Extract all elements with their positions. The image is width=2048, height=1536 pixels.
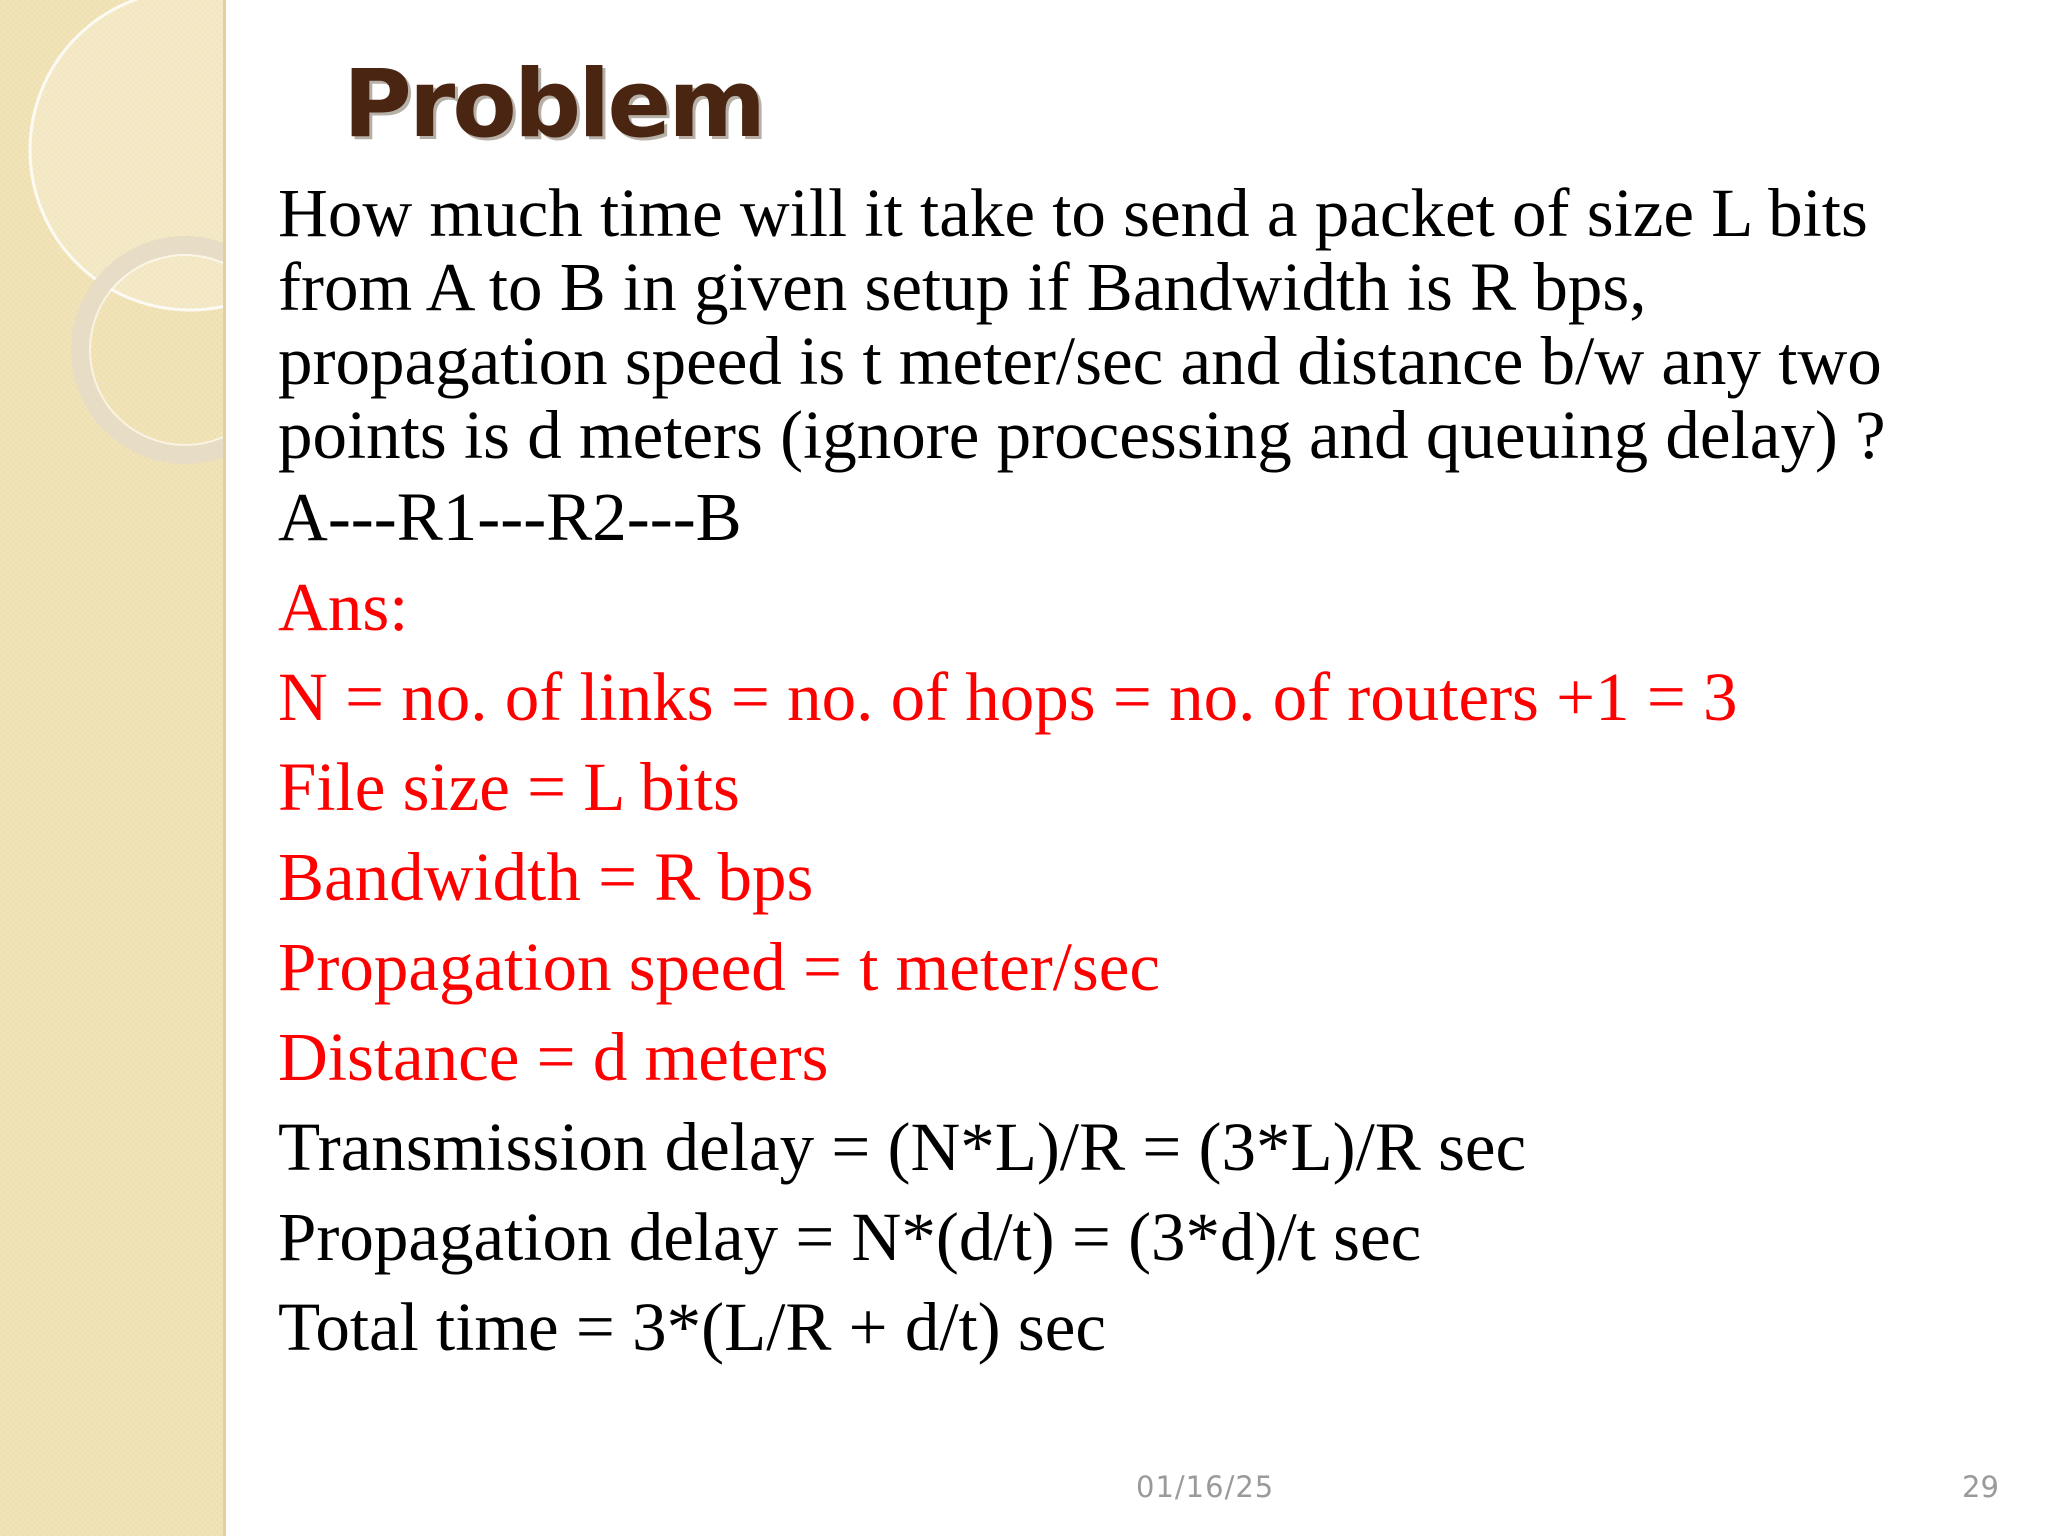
answer-label: Ans: <box>278 569 409 645</box>
page-number: 29 <box>1962 1470 1999 1504</box>
answer-line-bandwidth: Bandwidth = R bps <box>278 839 814 915</box>
footer-date: 01/16/25 <box>1136 1470 1275 1504</box>
result-line-propagation-delay: Propagation delay = N*(d/t) = (3*d)/t sec <box>278 1199 1422 1275</box>
answer-line-propagation-speed: Propagation speed = t meter/sec <box>278 929 1160 1005</box>
slide-title: Problem <box>343 50 764 159</box>
slide-content <box>278 176 1998 1372</box>
answer-line-distance: Distance = d meters <box>278 1019 829 1095</box>
topology-line: A---R1---R2---B <box>278 479 742 555</box>
question-text: How much time will it take to send a packet of size L bits from A to B in given setup if Bandwidth is R bps, propagation speed is t meter/sec and distance b/w any two points is d meters (ignore processing and queuing delay) ? <box>278 175 1886 473</box>
answer-line-file-size: File size = L bits <box>278 749 740 825</box>
decorative-side-band <box>0 0 226 1536</box>
decorative-rings <box>0 0 226 1536</box>
band-edge <box>223 0 226 1536</box>
answer-line-links: N = no. of links = no. of hops = no. of routers +1 = 3 <box>278 659 1738 735</box>
result-line-total-time: Total time = 3*(L/R + d/t) sec <box>278 1289 1106 1365</box>
result-line-transmission-delay: Transmission delay = (N*L)/R = (3*L)/R sec <box>278 1109 1527 1185</box>
